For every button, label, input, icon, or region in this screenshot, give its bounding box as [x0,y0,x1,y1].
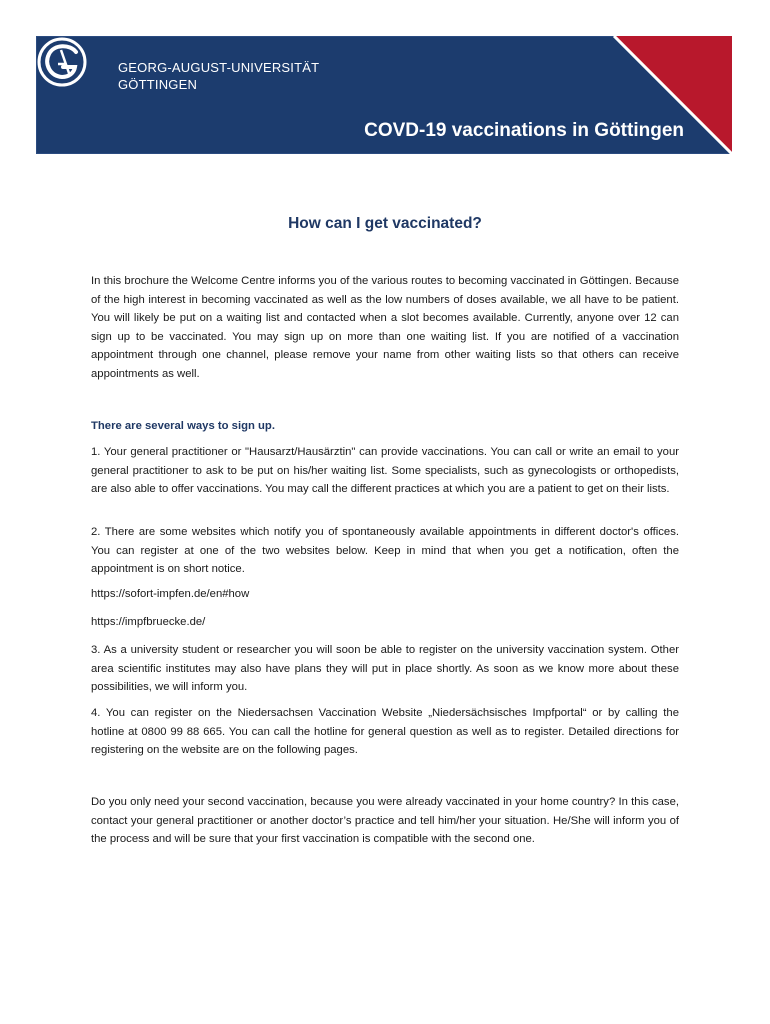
document-heading: How can I get vaccinated? [288,215,482,232]
sofort-impfen-link[interactable]: https://sofort-impfen.de/en#how [91,588,250,600]
page-title: COVD-19 vaccinations in Göttingen [364,120,684,141]
second-dose-paragraph: Do you only need your second vaccination, because you were already vaccinated in your home country? In this case, contact your general practitioner or another doctor’s practice and tell him/her your situation. He/She will inform you of the process and will be sure that your first vaccination is compatible with the second one. [91,796,679,846]
university-name [118,59,319,93]
university-name-line2: GÖTTINGEN [118,77,198,92]
way-1-paragraph: 1. Your general practitioner or "Hausarzt/Hausärztin" can provide vaccinations. You can call or write an email to your general practitioner to ask to be put on his/her waiting list. Some specialists, such as gynecologists or orthopedists, are also able to offer vaccinations. You may call the different practices at which you are a patient to get on their lists. [91,446,679,496]
way-4-paragraph: 4. You can register on the Niedersachsen Vaccination Website „Niedersächsisches Impfportal“ or by calling the hotline at 0800 99 88 665. You can call the hotline for general question as well as to register. Detailed directions for registering on the website are on the following pages. [91,707,679,757]
intro-paragraph: In this brochure the Welcome Centre informs you of the various routes to becoming vaccinated in Göttingen. Because of the high interest in becoming vaccinated as well as the low numbers of doses available, we all have to be patient. You will likely be put on a waiting list and contacted when a slot becomes available. Currently, anyone over 12 can sign up to be vaccinated. You may sign up on more than one waiting list. If you are notified of a vaccination appointment through one channel, please remove your name from other waiting lists so that others can receive appointments as well. [91,275,679,380]
impfbruecke-link[interactable]: https://impfbruecke.de/ [91,616,206,628]
ways-heading: There are several ways to sign up. [91,420,275,432]
way-2-paragraph: 2. There are some websites which notify you of spontaneously available appointments in different doctor's offices. You can register at one of the two websites below. Keep in mind that when you get a notification, often the appointment is on short notice. [91,526,679,576]
way-3-paragraph: 3. As a university student or researcher you will soon be able to register on the university vaccination system. Other area scientific institutes may also have plans they will put in place shortly. As soon as we know more about these possibilities, we will inform you. [91,644,679,694]
university-seal-icon [36,36,88,88]
header-banner [36,36,732,154]
university-name-line1: GEORG-AUGUST-UNIVERSITÄT [118,60,320,75]
